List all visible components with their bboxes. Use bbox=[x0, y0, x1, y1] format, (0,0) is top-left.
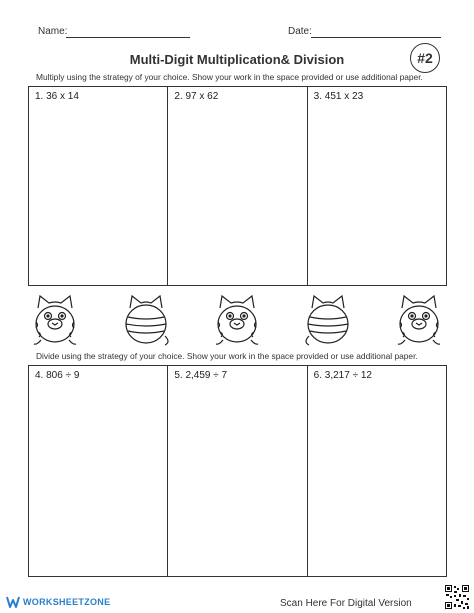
problem-box-3[interactable] bbox=[308, 87, 446, 285]
problem-5: 5. 2,459 ÷ 7 bbox=[174, 370, 228, 381]
cat-decoration-row bbox=[30, 292, 444, 348]
cat-back-icon bbox=[303, 292, 353, 348]
problem-box-1[interactable] bbox=[29, 87, 168, 285]
problem-box-2[interactable] bbox=[168, 87, 307, 285]
cat-face-icon bbox=[394, 292, 444, 348]
problem-box-5[interactable] bbox=[168, 366, 307, 576]
multiplication-instructions: Multiply using the strategy of your choice. Show your work in the space provided or use additional paper. bbox=[36, 72, 423, 82]
date-input-line[interactable] bbox=[311, 37, 441, 38]
problem-box-4[interactable] bbox=[29, 366, 168, 576]
multiplication-grid bbox=[28, 86, 447, 286]
division-grid bbox=[28, 365, 447, 577]
name-input-line[interactable] bbox=[66, 37, 190, 38]
worksheet-number-badge: #2 bbox=[410, 43, 440, 73]
page-title: Multi-Digit Multiplication& Division bbox=[129, 52, 345, 67]
name-label: Name: bbox=[38, 26, 68, 37]
cat-back-icon bbox=[121, 292, 171, 348]
cat-face-icon bbox=[30, 292, 80, 348]
date-label: Date: bbox=[288, 26, 312, 37]
scan-text: Scan Here For Digital Version bbox=[280, 598, 412, 609]
worksheetzone-logo[interactable] bbox=[6, 596, 110, 608]
qr-code-icon[interactable] bbox=[444, 584, 470, 610]
problem-4: 4. 806 ÷ 9 bbox=[35, 370, 80, 381]
problem-2: 2. 97 x 62 bbox=[174, 91, 219, 102]
problem-6: 6. 3,217 ÷ 12 bbox=[313, 370, 372, 381]
problem-box-6[interactable] bbox=[308, 366, 446, 576]
logo-text: WORKSHEETZONE bbox=[23, 597, 111, 607]
cat-face-icon bbox=[212, 292, 262, 348]
logo-w-icon bbox=[6, 596, 20, 608]
division-instructions: Divide using the strategy of your choice. Show your work in the space provided or use additional paper. bbox=[36, 351, 418, 361]
problem-1: 1. 36 x 14 bbox=[35, 91, 79, 102]
problem-3: 3. 451 x 23 bbox=[313, 91, 364, 102]
